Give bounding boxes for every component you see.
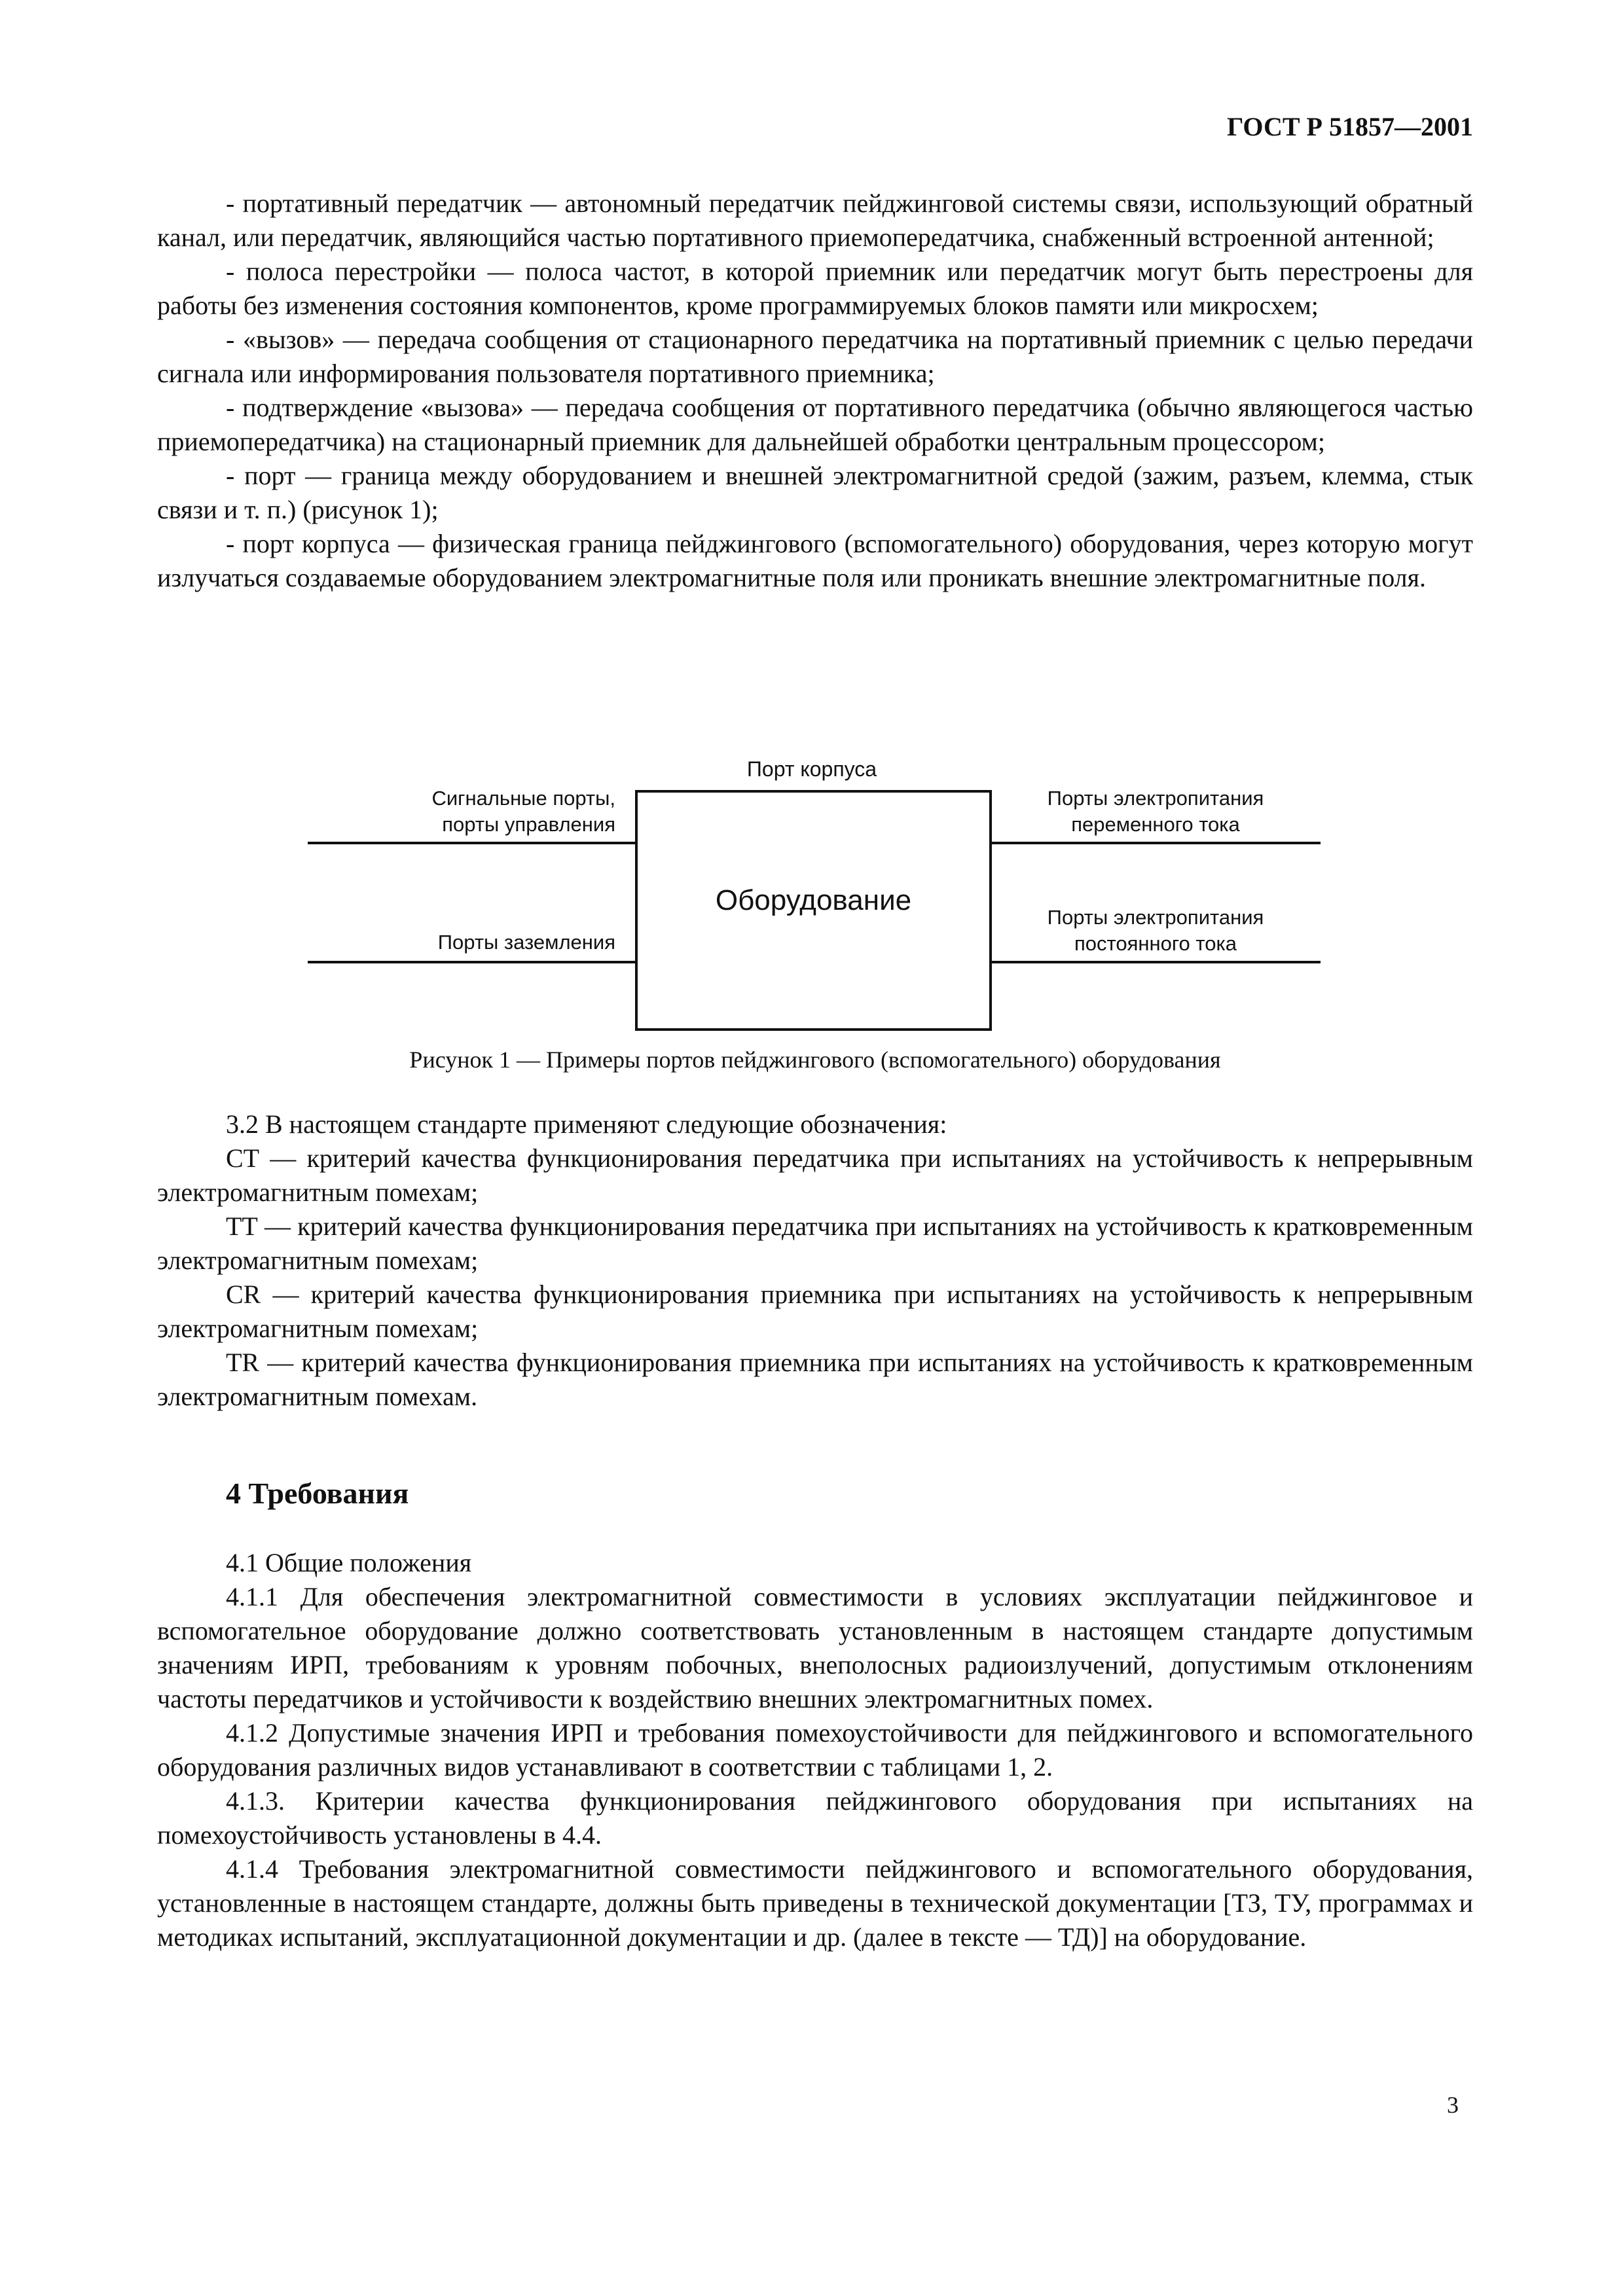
paragraph-4-1-2: 4.1.2 Допустимые значения ИРП и требования помехоустойчивости для пейджингового и вспомогательного оборудования различных видов устанавливают в соответствии с таблицами 1, 2.: [157, 1718, 1473, 1782]
page-number: 3: [1447, 2092, 1459, 2118]
dc-power-ports-label-line2: постоянного тока: [1074, 932, 1237, 955]
dc-power-ports-label-line1: Порты электропитания: [1047, 906, 1264, 929]
notation-block: [157, 1107, 1473, 1414]
enclosure-port-label: Порт корпуса: [746, 757, 877, 781]
definition-tuning-band: - полоса перестройки — полоса частот, в которой приемник или передатчик могут быть перестроены для работы без изменения состояния компонентов, кроме программируемых блоков памяти или микросхем;: [157, 257, 1473, 320]
paragraph-4-1-3: 4.1.3. Критерии качества функционирования пейджингового оборудования при испытаниях на помехоустойчивость установлены в 4.4.: [157, 1786, 1473, 1850]
section-title: 4 Требования: [226, 1477, 409, 1510]
paragraph-4-1: 4.1 Общие положения: [226, 1548, 472, 1577]
dc-power-ports-line: [992, 961, 1321, 963]
notation-ct: СТ — критерий качества функционирования передатчика при испытаниях на устойчивость к непрерывным электромагнитным помехам;: [157, 1143, 1473, 1207]
ground-ports-line: [308, 961, 635, 963]
definition-portable-transmitter: - портативный передатчик — автономный передатчик пейджинговой системы связи, использующий обратный канал, или передатчик, являющийся частью портативного приемопередатчика, снабженный встроенной антенной;: [157, 188, 1473, 252]
definition-enclosure-port: - порт корпуса — физическая граница пейджингового (вспомогательного) оборудования, через которую могут излучаться создаваемые оборудованием электромагнитные поля или проникать внешние электромагнитные поля.: [157, 529, 1473, 592]
notation-cr: CR — критерий качества функционирования приемника при испытаниях на устойчивость к непрерывным электромагнитным помехам;: [157, 1280, 1473, 1343]
paragraph-4-1-1: 4.1.1 Для обеспечения электромагнитной совместимости в условиях эксплуатации пейджинговое и вспомогательное оборудование должно соответствовать установленным в настоящем стандарте допустимым значениям ИРП, требованиям к уровням побочных, внеполосных радиоизлучений, допустимым отклонениям частоты передатчиков и устойчивости к воздействию внешних электромагнитных помех.: [157, 1582, 1473, 1713]
equipment-box: [635, 790, 992, 1031]
definition-call-confirmation: - подтверждение «вызова» — передача сообщения от портативного передатчика (обычно являющегося частью приемопередатчика) на стационарный приемник для дальнейшей обработки центральным процессором;: [157, 393, 1473, 456]
ac-power-ports-label-line1: Порты электропитания: [1047, 787, 1264, 810]
notation-intro: 3.2 В настоящем стандарте применяют следующие обозначения:: [226, 1109, 947, 1139]
paragraph-4-1-4: 4.1.4 Требования электромагнитной совместимости пейджингового и вспомогательного оборудования, установленные в настоящем стандарте, должны быть приведены в технической документации [ТЗ, ТУ, программах и методиках испытаний, эксплуатационной документации и др. (далее в тексте — ТД)] на оборудование.: [157, 1854, 1473, 1952]
ground-ports-label: Порты заземления: [437, 931, 615, 954]
definition-call: - «вызов» — передача сообщения от стационарного передатчика на портативный приемник с целью передачи сигнала или информирования пользователя портативного приемника;: [157, 325, 1473, 388]
document-id: ГОСТ Р 51857—2001: [1226, 112, 1473, 141]
ac-power-ports-line: [992, 842, 1321, 844]
signal-ports-label-line1: Сигнальные порты,: [431, 787, 615, 810]
equipment-label: Оборудование: [715, 884, 912, 916]
ac-power-ports-label-line2: переменного тока: [1071, 813, 1240, 836]
notation-tr: TR — критерий качества функционирования приемника при испытаниях на устойчивость к кратковременным электромагнитным помехам.: [157, 1348, 1473, 1411]
notation-tt: ТТ — критерий качества функционирования передатчика при испытаниях на устойчивость к кратковременным электромагнитным помехам;: [157, 1211, 1473, 1275]
figure-caption: Рисунок 1 — Примеры портов пейджингового (вспомогательного) оборудования: [409, 1047, 1221, 1073]
definition-port: - порт — граница между оборудованием и внешней электромагнитной средой (зажим, разъем, клемма, стык связи и т. п.) (рисунок 1);: [157, 461, 1473, 524]
signal-ports-line: [308, 842, 635, 844]
section4-body: [157, 1546, 1473, 1954]
definitions-block: [157, 187, 1473, 595]
signal-ports-label-line2: порты управления: [442, 813, 615, 836]
